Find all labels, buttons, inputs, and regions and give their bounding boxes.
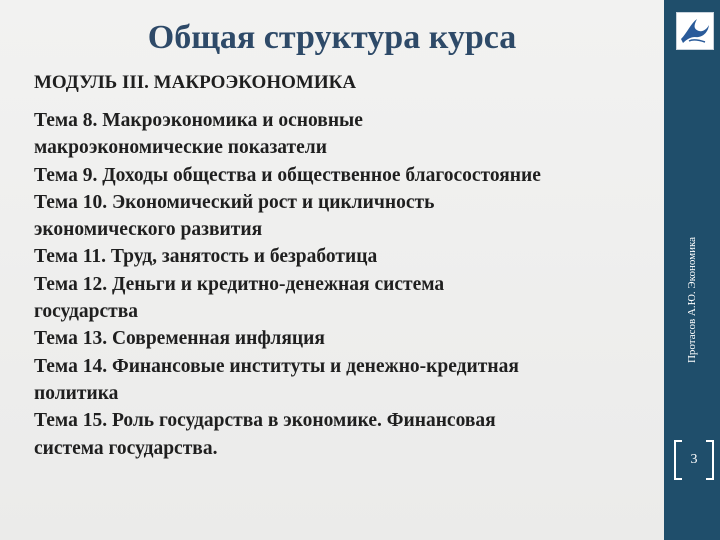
topic-line: Тема 10. Экономический рост и цикличность <box>34 191 435 213</box>
topic-line: Тема 14. Финансовые институты и денежно-кредитная <box>34 355 519 377</box>
page-number: 3 <box>690 452 698 467</box>
bird-logo-icon <box>676 12 714 50</box>
topic-line: Тема 12. Деньги и кредитно-денежная система <box>34 273 445 295</box>
topic-line: Тема 8. Макроэкономика и основные <box>34 110 363 131</box>
topic-line: Тема 13. Современная инфляция <box>34 328 325 350</box>
author-label-text: Протасов А.Ю. Экономика <box>686 236 698 364</box>
topic-line: государства <box>34 301 139 323</box>
slide-title: Общая структура курса <box>147 19 517 56</box>
topic-list <box>34 107 660 462</box>
topic-line: Тема 11. Труд, занятость и безработица <box>34 246 378 268</box>
topic-line: система государства. <box>34 437 218 459</box>
topic-line: Тема 15. Роль государства в экономике. Финансовая <box>34 410 496 432</box>
module-heading: МОДУЛЬ III. МАКРОЭКОНОМИКА <box>34 72 357 93</box>
topic-line: макроэкономические показатели <box>34 137 327 159</box>
topic-line: политика <box>34 382 119 404</box>
topic-line: экономического развития <box>34 219 263 241</box>
topic-line: Тема 9. Доходы общества и общественное благосостояние <box>34 164 541 186</box>
